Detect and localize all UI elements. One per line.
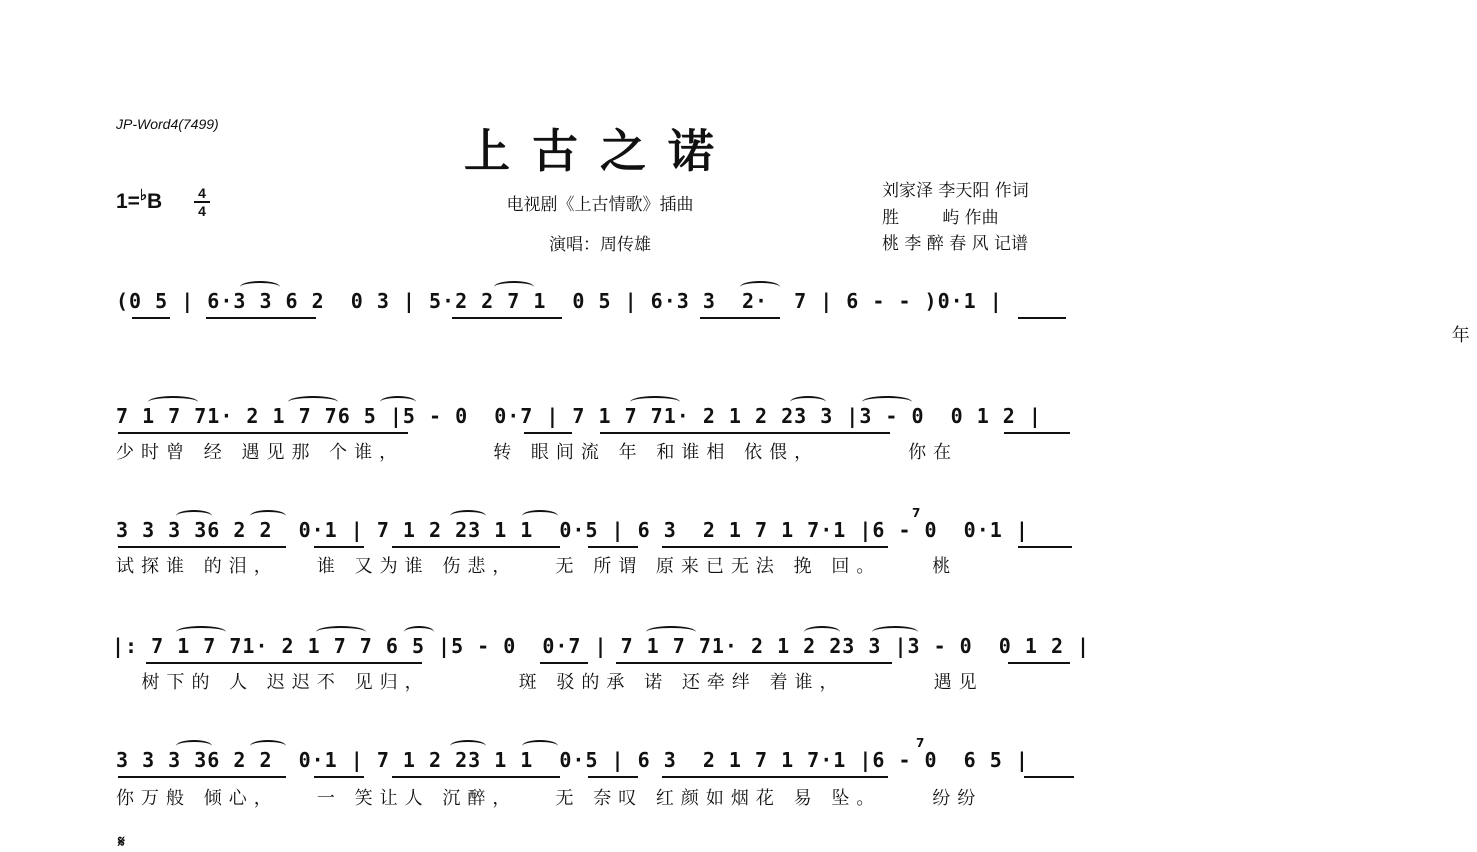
lyrics-line-4: 树下的 人 迟迟不 见归， 斑 驳的承 诺 还牵绊 着谁， 遇见	[116, 672, 984, 693]
lyrics-line-3: 试探谁 的泪， 谁 又为谁 伤悲， 无 所谓 原来已无法 挽 回。 桃	[116, 556, 958, 577]
notation-line-3: 3 3 3 36 2 2 0·1 | 7 1 2 23 1 1 0·5 | 6 3 2 1 7 1 7·1 |6 - 0 0·1 |	[116, 518, 1029, 542]
underline	[118, 432, 408, 434]
slur	[804, 626, 840, 638]
slur	[176, 740, 212, 752]
underline	[1008, 662, 1070, 664]
slur	[288, 396, 338, 408]
underline	[1024, 776, 1074, 778]
underline	[616, 662, 892, 664]
key-note: B	[147, 190, 163, 213]
time-signature	[194, 186, 210, 218]
software-label: JP-Word4(7499)	[116, 116, 219, 132]
key-prefix: 1=	[116, 190, 140, 213]
credit-composer: 胜 屿 作曲	[882, 208, 999, 228]
time-signature-top: 4	[198, 185, 206, 201]
underline	[452, 317, 562, 319]
slur	[380, 396, 416, 408]
slur	[450, 740, 486, 752]
slur	[176, 626, 226, 638]
slur	[740, 281, 780, 293]
slur	[450, 510, 486, 522]
slur	[148, 396, 198, 408]
slur	[494, 281, 534, 293]
lyrics-line-5: 你万般 倾心， 一 笑让人 沉醉， 无 奈叹 红颜如烟花 易 坠。 纷纷	[116, 788, 983, 809]
underline	[588, 546, 638, 548]
slur	[250, 510, 286, 522]
slur	[240, 281, 280, 293]
underline	[118, 546, 286, 548]
fermata-mark: 7	[916, 736, 925, 750]
credit-notation: 桃 李 醉 春 风 记谱	[882, 234, 1029, 254]
underline	[1018, 317, 1066, 319]
slur	[316, 626, 366, 638]
credit-lyricist: 刘家泽 李天阳 作词	[882, 181, 1029, 201]
key-signature	[116, 187, 163, 214]
song-subtitle: 电视剧《上古情歌》插曲	[506, 195, 694, 215]
underline	[700, 317, 780, 319]
notation-line-4: |: 7 1 7 71· 2 1 7 7 6 5 |5 - 0 0·7 | 7 1 7 71· 2 1 2 23 3 |3 - 0 0 1 2 |	[112, 634, 1091, 658]
slur	[646, 626, 696, 638]
slur	[404, 626, 434, 638]
underline	[392, 776, 560, 778]
lyrics-line-2: 少时曾 经 遇见那 个谁， 转 眼间流 年 和谁相 依偎， 你在	[116, 442, 959, 463]
underline	[1018, 546, 1072, 548]
song-title: 上古之诺	[464, 124, 736, 178]
time-signature-bottom: 4	[198, 203, 206, 219]
underline	[118, 776, 286, 778]
underline	[600, 432, 890, 434]
slur	[250, 740, 286, 752]
notation-line-1: (0 5 | 6·3 3 6 2 0 3 | 5·2 2 7 1 0 5 | 6·3 3 2· 7 | 6 - - )0·1 |	[116, 289, 1003, 313]
singer-label: 演唱：周传雄	[549, 235, 651, 255]
slur	[176, 510, 212, 522]
slur	[522, 740, 558, 752]
underline	[392, 546, 560, 548]
underline	[662, 546, 888, 548]
underline	[146, 662, 422, 664]
notation-line-5: 3 3 3 36 2 2 0·1 | 7 1 2 23 1 1 0·5 | 6 3 2 1 7 1 7·1 |6 - 0 6 5 |	[116, 748, 1029, 772]
lyrics-line-1: 年	[116, 325, 1477, 346]
underline	[314, 776, 364, 778]
underline	[132, 317, 170, 319]
underline	[662, 776, 888, 778]
flat-sign: ♭	[139, 187, 148, 204]
underline	[540, 662, 588, 664]
slur	[872, 626, 918, 638]
underline	[314, 546, 364, 548]
fermata-mark: 7	[912, 506, 921, 520]
underline	[524, 432, 572, 434]
notation-line-2: 7 1 7 71· 2 1 7 76 5 |5 - 0 0·7 | 7 1 7 71· 2 1 2 23 3 |3 - 0 0 1 2 |	[116, 404, 1042, 428]
slur	[522, 510, 558, 522]
slur	[862, 396, 912, 408]
slur	[630, 396, 680, 408]
underline	[206, 317, 316, 319]
underline	[1004, 432, 1070, 434]
underline	[588, 776, 638, 778]
slur	[790, 396, 826, 408]
segno-icon: 𝄋	[118, 832, 125, 851]
